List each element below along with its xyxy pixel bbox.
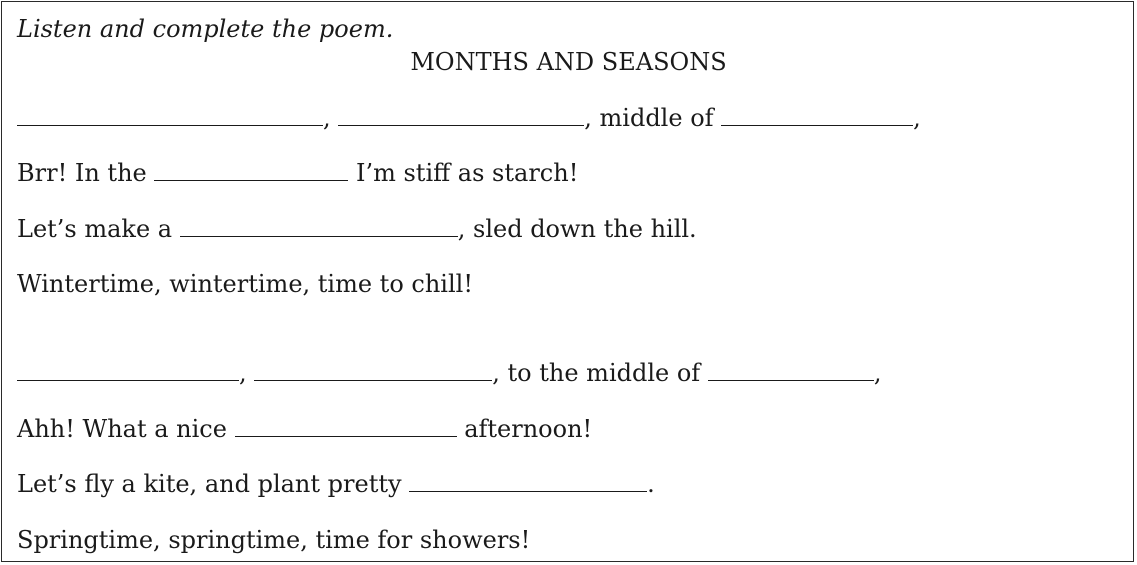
blank-10[interactable] xyxy=(409,471,647,492)
blank-4[interactable] xyxy=(154,160,348,181)
blank-5[interactable] xyxy=(180,216,458,237)
blank-9[interactable] xyxy=(235,416,457,437)
stanza1-line2-start: Brr! In the xyxy=(17,159,155,187)
stanza2-line2 xyxy=(17,415,592,443)
stanza2-line2-start: Ahh! What a nice xyxy=(17,415,235,443)
stanza1-line3-end: , sled down the hill. xyxy=(457,215,697,243)
stanza2-line3-start: Let’s fly a kite, and plant pretty xyxy=(17,470,410,498)
instruction-text: Listen and complete the poem. xyxy=(17,15,394,43)
stanza1-line3-start: Let’s make a xyxy=(17,215,180,243)
stanza2-line1-end: , xyxy=(873,359,882,387)
blank-2[interactable] xyxy=(338,105,584,126)
stanza1-line4: Wintertime, wintertime, time to chill! xyxy=(17,270,473,298)
blank-8[interactable] xyxy=(708,360,874,381)
blank-6[interactable] xyxy=(17,360,239,381)
blank-1[interactable] xyxy=(17,105,323,126)
stanza2-line1-sep1: , xyxy=(239,359,255,387)
stanza2-line3 xyxy=(17,470,655,498)
stanza1-line2-end: I’m stiff as starch! xyxy=(348,159,579,187)
stanza2-line1-mid: , to the middle of xyxy=(492,359,708,387)
poem-title: MONTHS AND SEASONS xyxy=(410,48,727,76)
stanza2-line1 xyxy=(17,359,881,387)
stanza1-line3 xyxy=(17,215,697,243)
stanza1-line2 xyxy=(17,159,578,187)
stanza1-line1 xyxy=(17,104,921,132)
stanza1-line1-mid: , middle of xyxy=(584,104,722,132)
blank-3[interactable] xyxy=(721,105,913,126)
stanza1-line1-end: , xyxy=(913,104,921,132)
stanza2-line3-end: . xyxy=(647,470,655,498)
blank-7[interactable] xyxy=(254,360,492,381)
stanza2-line4: Springtime, springtime, time for showers! xyxy=(17,526,531,554)
stanza2-line2-end: afternoon! xyxy=(456,415,593,443)
stanza1-line1-sep1: , xyxy=(323,104,339,132)
